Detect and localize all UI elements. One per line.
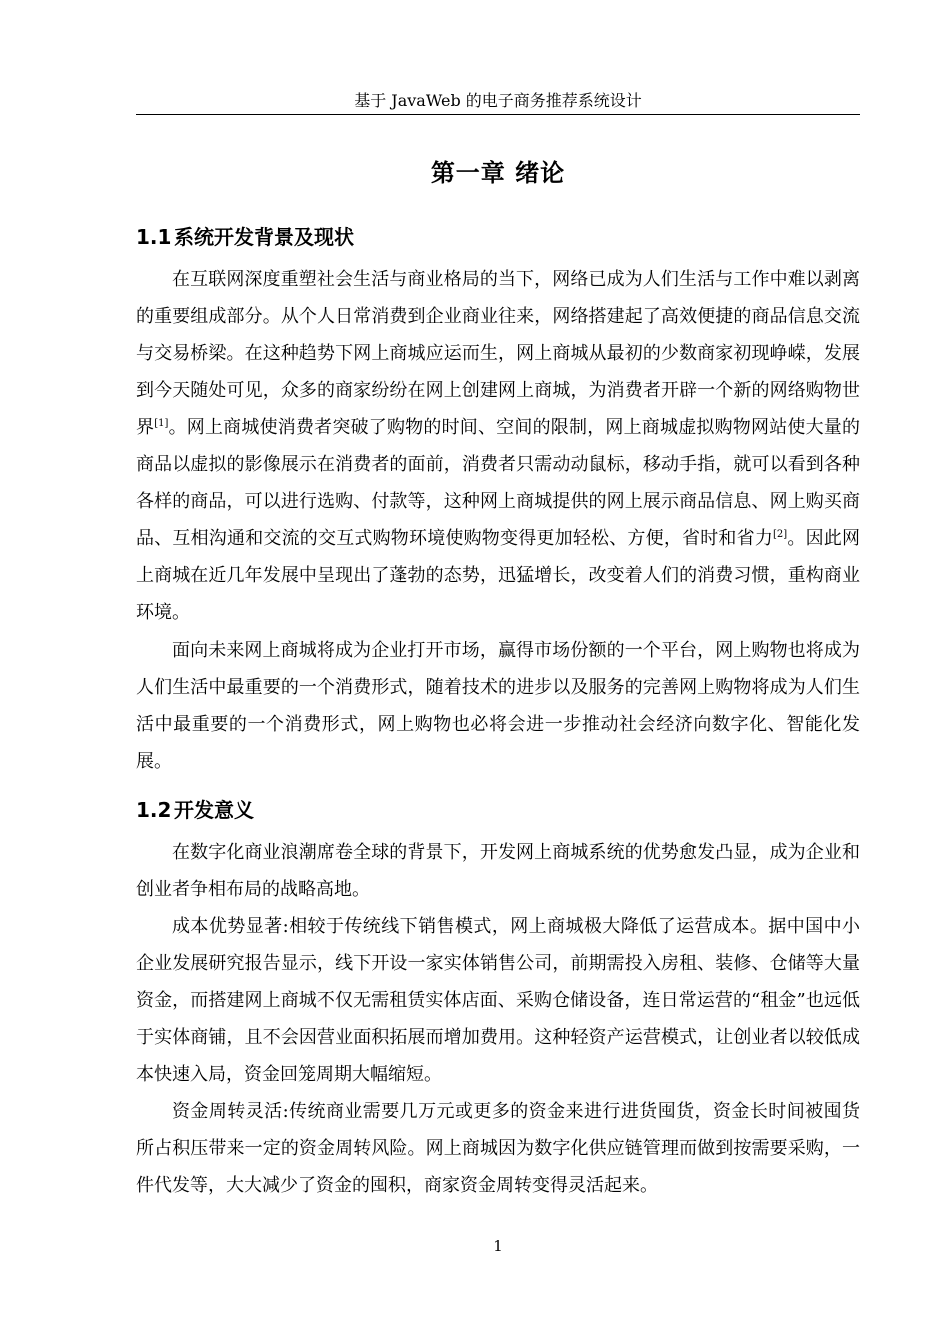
section-number: 1.2 xyxy=(136,798,172,822)
paragraph-cost-advantage: 成本优势显著:相较于传统线下销售模式，网上商城极大降低了运营成本。据中国中小企业发展研究报告显示，线下开设一家实体销售公司，前期需投入房租、装修、仓储等大量资金，而搭建网上商城不仅无需租赁实体店面、采购仓储设备，连日常运营的“租金”也远低于实体商铺，且不会因营业面积拓展而增加费用。这种轻资产运营模式，让创业者以较低成本快速入局，资金回笼周期大幅缩短。 xyxy=(136,916,860,1085)
page-header xyxy=(136,90,860,115)
section-heading-1-1 xyxy=(136,222,860,252)
chapter-title: 第一章 绪论 xyxy=(430,159,566,187)
paragraph-text: 在互联网深度重塑社会生活与商业格局的当下，网络已成为人们生活与工作中难以剥离的重要组成部分。从个人日常消费到企业商业往来，网络搭建起了高效便捷的商品信息交流与交易桥梁。在这种趋势下网上商城应运而生，网上商城从最初的少数商家初现峥嵘，发展到今天随处可见，众多的商家纷纷在网上创建网上商城，为消费者开辟一个新的网络购物世界 xyxy=(136,269,860,438)
paragraph-text: 。因此网上商城在近几年发展中呈现出了蓬勃的态势，迅猛增长，改变着人们的消费习惯，重构商业环境。 xyxy=(136,528,861,623)
paragraph-background xyxy=(136,261,860,631)
section-number: 1.1 xyxy=(136,225,172,249)
section-heading-1-2 xyxy=(136,795,860,825)
header-title: 基于 JavaWeb 的电子商务推荐系统设计 xyxy=(354,91,642,110)
section-title: 系统开发背景及现状 xyxy=(174,225,354,249)
paragraph-future: 面向未来网上商城将成为企业打开市场，赢得市场份额的一个平台，网上购物也将成为人们生活中最重要的一个消费形式，随着技术的进步以及服务的完善网上购物将成为人们生活中最重要的一个消费形式，网上购物也必将会进一步推动社会经济向数字化、智能化发展。 xyxy=(136,640,860,772)
paragraph-significance-intro: 在数字化商业浪潮席卷全球的背景下，开发网上商城系统的优势愈发凸显，成为企业和创业者争相布局的战略高地。 xyxy=(136,842,860,900)
page-number: 1 xyxy=(493,1237,503,1255)
paragraph-capital-turnover: 资金周转灵活:传统商业需要几万元或更多的资金来进行进货囤货，资金长时间被囤货所占积压带来一定的资金周转风险。网上商城因为数字化供应链管理而做到按需要采购，一件代发等，大大减少了资金的囤积，商家资金周转变得灵活起来。 xyxy=(136,1101,860,1196)
citation-2: [2] xyxy=(773,529,788,540)
citation-1: [1] xyxy=(154,418,169,429)
section-title: 开发意义 xyxy=(174,798,254,822)
paragraph-text: 。网上商城使消费者突破了购物的时间、空间的限制，网上商城虚拟购物网站使大量的商品以虚拟的影像展示在消费者的面前，消费者只需动动鼠标，移动手指，就可以看到各种各样的商品，可以进行选购、付款等，这种网上商城提供的网上展示商品信息、网上购买商品、互相沟通和交流的交互式购物环境使购物变得更加轻松、方便，省时和省力 xyxy=(136,417,860,549)
